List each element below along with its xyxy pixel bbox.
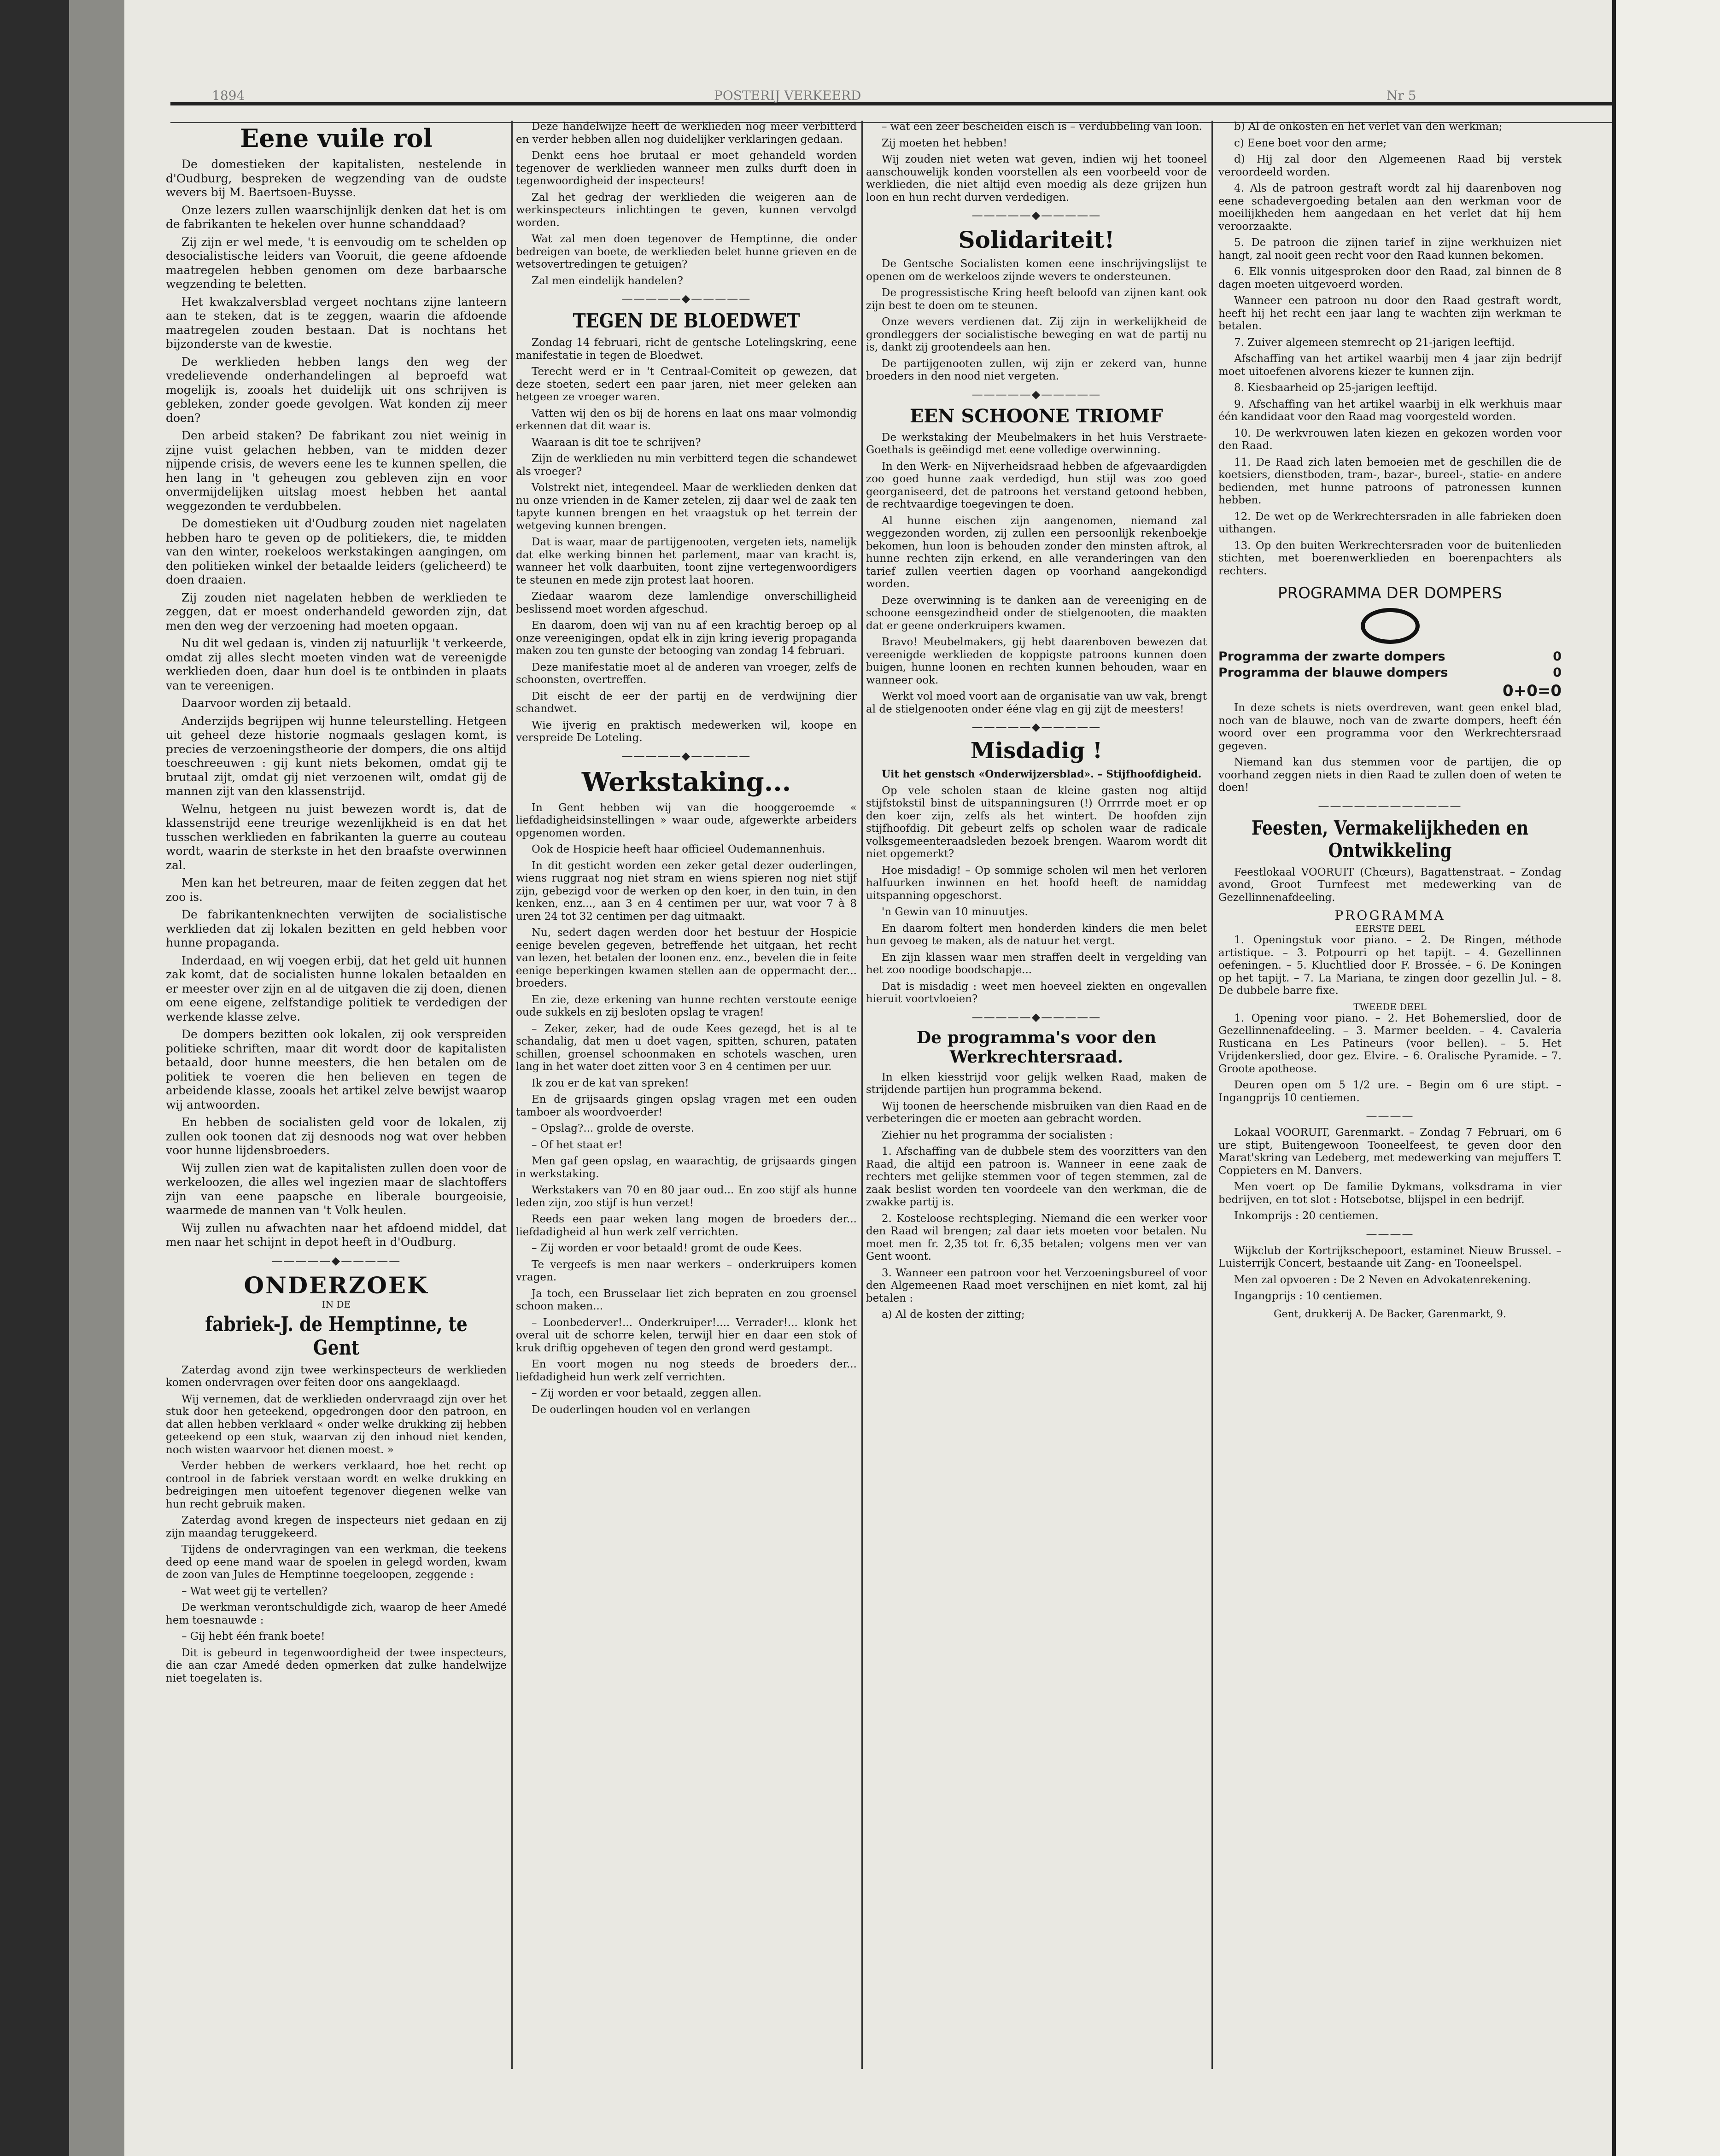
paragraph: Zal men eindelijk handelen? xyxy=(532,275,683,287)
paragraph: En voort mogen nu nog steeds de broeders der... liefdadigheid hun werk zelf verrichten. xyxy=(516,1358,857,1383)
paragraph: In dit gesticht worden een zeker getal dezer ouderlingen, wiens ruggraat nog niet stram en wiens spieren nog niet stijf zijn, gebezigd voor de werken op den koer, in den tuin, in den kenken, enz..., aan 3 en 4 centimen per uur, wat voor 7 à 8 uren 24 tot 32 centimen per dag uitmaakt. xyxy=(516,859,857,923)
inkomprijs-text: Inkomprijs : 20 centiemen. xyxy=(1234,1210,1379,1222)
paragraph: Het kwakzalversblad vergeet nochtans zijne lanteern aan te steken, dat is te zeggen, waarin die afdoende maatregelen zouden bestaan. Dat is nochtans het bijzonderste van de kwestie. xyxy=(166,295,507,351)
article-source: Uit het genstsch «Onderwijzersblad». – Stijfhoofdigheid. xyxy=(882,768,1202,780)
paragraph: Zaterdag avond kregen de inspecteurs niet gedaan en zij zijn maandag teruggekeerd. xyxy=(166,1514,507,1539)
paragraph: Deze overwinning is te danken aan de vereeniging en de schoone eensgezindheid onder de stielgenooten, die maakten dat er geene onderkruipers kwamen. xyxy=(866,594,1207,632)
paragraph: Anderzijds begrijpen wij hunne teleurstelling. Hetgeen uit geheel deze historie nogmaals geslagen komt, is precies de verzoeningstheorie der dompers, die ons altijd toeschreeuwen : gij kunt niets bekomen, omdat gij te brutaal zijt, omdat gij niet verzoenen wilt, omdat gij de mannen zijt van den klassenstrijd. xyxy=(166,714,507,798)
article-title: TEGEN DE BLOEDWET xyxy=(573,310,800,332)
paragraph: Zij moeten het hebben! xyxy=(882,137,1007,149)
paragraph: En daarom, doen wij van nu af een krachtig beroep op al onze vereenigingen, opdat elk in zijn kring ieverig propaganda maken zou ten gunste der betooging van zondag 14 februari. xyxy=(516,619,857,657)
article-title: Feesten, Vermakelijkheden en Ontwikkeling xyxy=(1251,816,1529,862)
paragraph: Ik zou er de kat van spreken! xyxy=(532,1077,689,1089)
paragraph: Wat zal men doen tegenover de Hemptinne, die onder bedreigen van boete, de werklieden belet hunne grieven en de wetsovertredingen te getuigen? xyxy=(516,233,857,270)
paragraph: In deze schets is niets overdreven, want geen enkel blad, noch van de blauwe, noch van de zwarte dompers, heeft één woord over een programma voor den Werkrechtersraad gegeven. xyxy=(1218,702,1562,752)
dompers-title: PROGRAMMA DER DOMPERS xyxy=(1277,584,1503,602)
paragraph: Daarvoor worden zij betaald. xyxy=(181,696,351,710)
paragraph: De Gentsche Socialisten komen eene inschrijvingslijst te openen om de werkeloos zijnde wevers te ondersteunen. xyxy=(866,258,1207,283)
article-body xyxy=(516,337,857,745)
paragraph: 8. Kiesbaarheid op 25-jarigen leeftijd. xyxy=(1234,382,1438,394)
divider: —————◆————— xyxy=(621,292,751,305)
paragraph: Onze wevers verdienen dat. Zij zijn in werkelijkheid de grondleggers der socialistische beweging en wat de partij nu is, dankt zij grootendeels aan hen. xyxy=(866,316,1207,353)
paragraph: Deze manifestatie moet al de anderen van vroeger, zelfs de schoonsten, overtreffen. xyxy=(516,661,857,686)
article-title: EEN SCHOONE TRIOMF xyxy=(910,405,1163,427)
paragraph: d) Hij zal door den Algemeenen Raad bij verstek veroordeeld worden. xyxy=(1218,153,1562,178)
paragraph: Denkt eens hoe brutaal er moet gehandeld worden tegenover de werklieden wanneer men zulks durft doen in tegenwoordigheid der inspecteurs! xyxy=(516,150,857,187)
paragraph: Wij zullen zien wat de kapitalisten zullen doen voor de werkeloozen, die alles wel ingezien maar de slachtoffers zijn van eene paapsche en liberale bourgeoisie, waarmede de mannen van 't Volk heulen. xyxy=(166,1161,507,1217)
paragraph: – Zij worden er voor betaald, zeggen allen. xyxy=(532,1387,762,1399)
dompers-value: 0 xyxy=(1553,649,1562,664)
column-1 xyxy=(166,121,507,2074)
article-body xyxy=(516,121,857,287)
paragraph: Wij vernemen, dat de werklieden ondervraagd zijn over het stuk door hen geteekend, opgedrongen door den patroon, en dat allen hebben verklaard « onder welke drukking zij hebben geteekend op een stuk, waarvan zij den inhoud niet kenden, noch wisten waarvoor het dienen moest. » xyxy=(166,1393,507,1456)
paragraph: – Of het staat er! xyxy=(532,1139,623,1151)
book-edge-dark xyxy=(0,0,69,2156)
article-title: Misdadig ! xyxy=(970,738,1103,764)
paragraph: a) Al de kosten der zitting; xyxy=(882,1309,1025,1320)
paragraph: 6. Elk vonnis uitgesproken door den Raad, zal binnen de 8 dagen moeten uitgevoerd worden. xyxy=(1218,266,1562,291)
paragraph: De ouderlingen houden vol en verlangen xyxy=(532,1403,751,1416)
paragraph: Ja toch, een Brusselaar liet zich bepraten en zou groensel schoon maken... xyxy=(516,1287,857,1312)
running-head-left: 1894 xyxy=(212,88,245,103)
paragraph: En de grijsaards gingen opslag vragen met een ouden tamboer als woordvoerder! xyxy=(516,1093,857,1118)
paragraph: Bravo! Meubelmakers, gij hebt daarenboven bewezen dat vereenigde werklieden de koppigste patroons kunnen doen buigen, hunne loonen en rechten kunnen behouden, waar en wanneer ook. xyxy=(866,636,1207,686)
paragraph: De domestieken der kapitalisten, nestelende in d'Oudburg, bespreken de wegzending van de oudste wevers bij M. Baertsoen-Buysse. xyxy=(166,158,507,199)
article-title: De programma's voor den Werkrechtersraad. xyxy=(916,1028,1157,1067)
paragraph: De fabrikantenknechten verwijten de socialistische werklieden dat zij lokalen bezitten en geld hebben voor hunne propaganda. xyxy=(166,908,507,949)
column-rule xyxy=(511,121,513,2069)
paragraph: Wanneer een patroon nu door den Raad gestraft wordt, heeft hij het recht een jaar lang te wachten zijn werkman te betalen. xyxy=(1218,295,1562,332)
men-zal-text: Men zal opvoeren : De 2 Neven en Advokatenrekening. xyxy=(1234,1274,1531,1286)
article-title: Werkstaking... xyxy=(581,766,791,797)
deuren-text: Deuren open om 5 1/2 ure. – Begin om 6 ure stipt. – Ingangprijs 10 centiemen. xyxy=(1218,1079,1562,1104)
dompers-row xyxy=(1218,649,1562,664)
paragraph: Zondag 14 februari, richt de gentsche Lotelingskring, eene manifestatie in tegen de Bloedwet. xyxy=(516,337,857,362)
paragraph: 'n Gewin van 10 minuutjes. xyxy=(882,906,1028,918)
paragraph: Niemand kan dus stemmen voor de partijen, die op voorhand zeggen niets in dien Raad te zullen doen of weten te doen! xyxy=(1218,756,1562,794)
paragraph: En zie, deze erkening van hunne rechten verstoute eenige oude sukkels en zij besloten opslag te vragen! xyxy=(516,993,857,1018)
feesten-intro: Feestlokaal VOORUIT (Chœurs), Bagattenstraat. – Zondag avond, Groot Turnfeest met medewerking van de Gezellinnenafdeeling. xyxy=(1218,866,1562,904)
paragraph: 4. Als de patroon gestraft wordt zal hij daarenboven nog eene schadevergoeding betalen aan den werkman voor de moeilijkheden hem aangedaan en het verlet dat hij hem veroorzaakte. xyxy=(1218,182,1562,233)
running-head-center: POSTERIJ VERKEERD xyxy=(714,88,861,103)
paragraph: Men gaf geen opslag, en waarachtig, de grijsaards gingen in werkstaking. xyxy=(516,1155,857,1180)
ingangprijs-text: Ingangprijs : 10 centiemen. xyxy=(1234,1290,1382,1302)
paragraph: De werkman verontschuldigde zich, waarop de heer Amedé hem toesnauwde : xyxy=(166,1601,507,1626)
article-body xyxy=(1218,702,1562,795)
paragraph: Op vele scholen staan de kleine gasten nog altijd stijfstokstil binst de uitspanningsuren (!) Orrrrde moet er op den koer zijn, zelfs als het wintert. De hoofden zijn stijfhoofdig. Dit gebeurt zelfs op scholen waar de radicale volksgemeenteraadsleden bezoek brengen. Waarom wordt dit niet opgemerkt? xyxy=(866,784,1207,860)
paragraph: – Zij worden er voor betaald! gromt de oude Kees. xyxy=(532,1242,802,1254)
column-3 xyxy=(866,121,1207,2074)
dompers-table xyxy=(1218,649,1562,680)
paragraph: Werkstakers van 70 en 80 jaar oud... En zoo stijf als hunne leden zijn, zoo stijf is hun verzet! xyxy=(516,1184,857,1209)
paragraph: Nu, sedert dagen werden door het bestuur der Hospicie eenige bevelen gegeven, betreffende het uitgaan, het recht van lezen, het betalen der loonen enz. enz., bevelen die in feite eenige beperkingen kwamen stellen aan de oppermacht der... broeders. xyxy=(516,927,857,989)
paragraph: De werklieden hebben langs den weg der vredelievende onderhandelingen al beproefd wat mogelijk is, zooals het duidelijk uit ons schrijven is gebleken, zonder goede gevolgen. Wat konden zij meer doen? xyxy=(166,355,507,425)
paragraph: En zijn klassen waar men straffen deelt in vergelding van het zoo noodige boodschapje... xyxy=(866,951,1207,976)
paragraph: – Zeker, zeker, had de oude Kees gezegd, het is al te schandalig, dat men u doet vagen, spitten, schuren, pataten schillen, groensel schoonmaken en schotels waschen, uren lang in het water doet zitten voor 3 en 4 centimen per uur. xyxy=(516,1022,857,1073)
article-body xyxy=(516,802,857,1417)
paragraph: Waaraan is dit toe te schrijven? xyxy=(532,436,701,449)
column-rule xyxy=(861,121,863,2069)
paragraph: Al hunne eischen zijn aangenomen, niemand zal weggezonden worden, zij zullen een persoonlijk rekenboekje bekomen, hun loon is behouden zonder den minsten aftrok, al hunne rechten zijn erkend, en alle veranderingen van den tarief zullen veertien dagen op voorhand aangekondigd worden. xyxy=(866,514,1207,590)
paragraph: Zijn de werklieden nu min verbitterd tegen die schandewet als vroeger? xyxy=(516,453,857,478)
paragraph: 9. Afschaffing van het artikel waarbij in elk werkhuis maar één kandidaat voor den Raad mag voorgesteld worden. xyxy=(1218,398,1562,423)
running-head xyxy=(170,88,1612,123)
divider: —————◆————— xyxy=(971,387,1101,401)
divider: ———— xyxy=(1366,1109,1414,1122)
paragraph: – Gij hebt één frank boete! xyxy=(181,1630,325,1642)
paragraph: – Loonbederver!... Onderkruiper!.... Verrader!... klonk het overal uit de schorre kelen, terwijl hier en daar een stok of kruk driftig opgeheven of tegen den grond werd gestampt. xyxy=(516,1316,857,1354)
paragraph: Nu dit wel gedaan is, vinden zij natuurlijk 't verkeerde, omdat zij alles slecht moeten vinden wat de vereenigde werklieden doen, daar hun doel is te ontbinden in plaats van te vereenigen. xyxy=(166,637,507,692)
article-body xyxy=(1218,121,1562,578)
paragraph: Welnu, hetgeen nu juist bewezen wordt is, dat de klassenstrijd eene treurige wezenlijkheid is en dat het tusschen werklieden en fabrikanten la guerre au couteau wordt, waarin de sterkste in het den braafste overwinnen zal. xyxy=(166,802,507,872)
divider: —————◆————— xyxy=(971,1010,1101,1023)
zero-ring-icon xyxy=(1361,608,1420,644)
paragraph: Zal het gedrag der werklieden die weigeren aan de werkinspecteurs inlichtingen te geven, kunnen vervolgd worden. xyxy=(516,191,857,229)
wijkclub-text: Wijkclub der Kortrijkschepoort, estaminet Nieuw Brussel. – Luisterrijk Concert, bestaande uit Zang- en Tooneelspel. xyxy=(1218,1245,1562,1269)
paragraph: – wat een zeer bescheiden eisch is – verdubbeling van loon. xyxy=(882,121,1202,133)
paragraph: En daarom foltert men honderden kinders die men belet hun gevoeg te maken, als de natuur het vergt. xyxy=(866,922,1207,947)
paragraph: – Wat weet gij te vertellen? xyxy=(181,1585,328,1597)
dompers-value: 0 xyxy=(1553,666,1562,680)
paragraph: Ziehier nu het programma der socialisten : xyxy=(882,1129,1113,1141)
adjacent-page-edge xyxy=(1616,0,1720,2156)
column-4 xyxy=(1218,121,1562,2074)
paragraph: 5. De patroon die zijnen tarief in zijne werkhuizen niet hangt, zal nooit geen recht voor den Raad kunnen bekomen. xyxy=(1218,237,1562,262)
paragraph: Tijdens de ondervragingen van een werkman, die teekens deed op eene mand waar de spoelen in gelegd worden, kwam de zoon van Jules de Hemptinne toegeloopen, zeggende : xyxy=(166,1543,507,1581)
article-body xyxy=(866,121,1207,204)
paragraph: Hoe misdadig! – Op sommige scholen wil men het verloren halfuurken inwinnen en het hoofd heeft de namiddag uitspanning opgeschorst. xyxy=(866,864,1207,902)
article-title: Eene vuile rol xyxy=(240,123,433,153)
article-subtitle: IN DE xyxy=(322,1298,351,1310)
article-title: ONDERZOEK xyxy=(244,1271,429,1299)
dompers-row xyxy=(1218,666,1562,680)
paragraph: Zij zijn er wel mede, 't is eenvoudig om te schelden op desocialistische leiders van Vooruit, die geene afdoende maatregelen hebben genomen om deze barbaarsche wegzending te beletten. xyxy=(166,235,507,291)
paragraph: Wij zullen nu afwachten naar het afdoend middel, dat men naar het schijnt in depot heeft in d'Oudburg. xyxy=(166,1221,507,1249)
paragraph: Onze lezers zullen waarschijnlijk denken dat het is om de fabrikanten te hekelen over hunne schanddaad? xyxy=(166,203,507,231)
paragraph: Den arbeid staken? De fabrikant zou niet weinig in zijne vuist gelachen hebben, van te midden dezer nijpende crisis, de wevers eene les te kunnen spellen, die hen lang in 't geheugen zou gebleven zijn en voor onvermijdelijken uitslag moest hebben het aantal weggezonden te verdubbelen. xyxy=(166,429,507,513)
paragraph: De domestieken uit d'Oudburg zouden niet nagelaten hebben haro te geven op de politiekers, die, te midden van den winter, roekeloos werkstakingen aangingen, om den politieken winkel der betaalde leiders (gelicheerd) te doen draaien. xyxy=(166,517,507,586)
paragraph: Wie ijverig en praktisch medewerken wil, koope en verspreide De Loteling. xyxy=(516,719,857,744)
paragraph: 3. Wanneer een patroon voor het Verzoeningsbureel of voor den Algemeenen Raad moet verschijnen en niet komt, zal hij betalen : xyxy=(866,1267,1207,1304)
printer-imprint: Gent, drukkerij A. De Backer, Garenmarkt, 9. xyxy=(1273,1308,1506,1320)
paragraph: c) Eene boet voor den arme; xyxy=(1234,137,1387,149)
paragraph: Ook de Hospicie heeft haar officieel Oudemannenhuis. xyxy=(532,843,825,855)
paragraph: In Gent hebben wij van die hooggeroemde « liefdadigheidsinstellingen » waar oude, afgewerkte arbeiders opgenomen worden. xyxy=(516,801,857,839)
column-2 xyxy=(516,121,857,2074)
paragraph: Vatten wij den os bij de horens en laat ons maar volmondig erkennen dat dit waar is. xyxy=(516,407,857,432)
paragraph: De partijgenooten zullen, wij zijn er zekerd van, hunne broeders in den nood niet vergeten. xyxy=(866,357,1207,382)
paragraph: Volstrekt niet, integendeel. Maar de werklieden denken dat nu onze vrienden in de Kamer zetelen, zij daar wel de zaak ten tapyte kunnen brengen en het vraagstuk op het terrein der wetgeving kunnen brengen. xyxy=(516,482,857,532)
paragraph: Reeds een paar weken lang mogen de broeders der... liefdadigheid al hun werk zelf verrichten. xyxy=(516,1213,857,1238)
lokaal-text: Lokaal VOORUIT, Garenmarkt. – Zondag 7 Februari, om 6 ure stipt, Buitengewoon Tooneelfeest, te geven door den Marat'skring van Ledeberg, met medewerking van mejuffers T. Coppieters en M. Danvers. xyxy=(1218,1127,1562,1177)
paragraph: 13. Op den buiten Werkrechtersraden voor de buitenlieden stichten, met boerenwerklieden en boerenpachters als rechters. xyxy=(1218,539,1562,577)
paragraph: 12. De wet op de Werkrechtersraden in alle fabrieken doen uithangen. xyxy=(1218,510,1562,535)
eerste-deel-heading: EERSTE DEEL xyxy=(1355,923,1425,934)
paragraph: En hebben de socialisten geld voor de lokalen, zij zullen ook toonen dat zij desnoods nog wat over hebben voor hunne lijdensbroeders. xyxy=(166,1116,507,1157)
divider: ———————————— xyxy=(1318,799,1462,812)
paragraph: De dompers bezitten ook lokalen, zij ook verspreiden politieke schriften, maar dit wordt door de kapitalisten betaald, door hunne meesters, die hen betalen om de politiek te voeren die hen believen en tegen de arbeidende klasse, zooals het artikel zelve bewijst waarop wij antwoorden. xyxy=(166,1028,507,1111)
paragraph: 1. Afschaffing van de dubbele stem des voorzitters van den Raad, die altijd een patroon is. Wanneer in eene zaak de rechters met gelijke stemmen voor of tegen stemmen, zal de zaak beslist worden ten voordeele van den werkman, die de zwakke partij is. xyxy=(866,1145,1207,1208)
article-body xyxy=(166,1364,507,1685)
programma-heading: PROGRAMMA xyxy=(1334,908,1445,923)
paragraph: 10. De werkvrouwen laten kiezen en gekozen worden voor den Raad. xyxy=(1218,427,1562,452)
paragraph: In elken kiesstrijd voor gelijk welken Raad, maken de strijdende partijen hun programma bekend. xyxy=(866,1071,1207,1096)
paragraph: Dat is misdadig : weet men hoeveel ziekten en ongevallen hieruit voortvloeien? xyxy=(866,980,1207,1005)
paragraph: Zaterdag avond zijn twee werkinspecteurs de werklieden komen ondervragen over feiten door ons aangeklaagd. xyxy=(166,1364,507,1389)
paragraph: Te vergeefs is men naar werkers – onderkruipers komen vragen. xyxy=(516,1258,857,1283)
article-body xyxy=(166,158,507,1250)
divider: ———— xyxy=(1366,1227,1414,1240)
divider: —————◆————— xyxy=(971,720,1101,733)
paragraph: Dit eischt de eer der partij en de verdwijning dier schandwet. xyxy=(516,690,857,715)
paragraph: b) Al de onkosten en het verlet van den werkman; xyxy=(1234,121,1503,133)
paragraph: Zij zouden niet nagelaten hebben de werklieden te zeggen, dat er moest onderhandeld geworden zijn, dat men den weg der verzoening had moeten opgaan. xyxy=(166,590,507,632)
paragraph: In den Werk- en Nijverheidsraad hebben de afgevaardigden zoo goed hunne zaak verdedigd, hun stijl was zoo goed georganiseerd, det de patroons het verstand getoond hebben, de rechtvaardige toegevingen te doen. xyxy=(866,460,1207,510)
paragraph: 7. Zuiver algemeen stemrecht op 21-jarigen leeftijd. xyxy=(1234,336,1515,349)
paragraph: Werkt vol moed voort aan de organisatie van uw vak, brengt al de stielgenooten onder ééne vlag en gij zijt de meesters! xyxy=(866,690,1207,715)
dompers-label: Programma der zwarte dompers xyxy=(1218,649,1445,664)
paragraph: De progressistische Kring heeft beloofd van zijnen kant ook zijn best te doen om te steunen. xyxy=(866,287,1207,312)
running-head-right: Nr 5 xyxy=(1387,88,1416,103)
article-body xyxy=(866,432,1207,716)
book-page-edges xyxy=(69,0,124,2156)
paragraph: Dit is gebeurd in tegenwoordigheid der twee inspecteurs, die aan czar Amedé deden opmerken dat zulke handelwijze niet toegelaten is. xyxy=(166,1647,507,1684)
article-body xyxy=(866,1071,1207,1321)
article-body xyxy=(866,258,1207,383)
paragraph: Men kan het betreuren, maar de feiten zeggen dat het zoo is. xyxy=(166,876,507,904)
paragraph: – Opslag?... grolde de overste. xyxy=(532,1122,695,1134)
divider: —————◆————— xyxy=(621,749,751,762)
article-body xyxy=(866,785,1207,1006)
paragraph: Wij zouden niet weten wat geven, indien wij het tooneel aanschouwelijk konden voorstellen als een voorbeeld voor de werklieden, die niet altijd even moedig als deze grijzen hun loon en hun recht durven verdedigen. xyxy=(866,153,1207,204)
paragraph: Inderdaad, en wij voegen erbij, dat het geld uit hunnen zak komt, dat de socialisten hunne lokalen betaalden en er meester over zijn en al de uitgaven die zij doen, dienen om eene eigene, zelfstandige politiek te verdedigen der werkende klasse zelve. xyxy=(166,953,507,1023)
paragraph: 2. Kosteloose rechtspleging. Niemand die een werker voor den Raad wil brengen; zal daar iets moeten voor betalen. Nu moet men fr. 2,35 tot fr. 6,35 betalen; volgens men ver van Gent woont. xyxy=(866,1212,1207,1262)
article-title: fabriek-J. de Hemptinne, te Gent xyxy=(205,1312,468,1360)
dompers-sum: 0+0=0 xyxy=(1503,682,1562,700)
column-rule xyxy=(1211,121,1213,2069)
paragraph: Deze handelwijze heeft de werklieden nog meer verbitterd en verder hebben allen nog duidelijker verklaringen gedaan. xyxy=(516,121,857,146)
paragraph: Wij toonen de heerschende misbruiken van dien Raad en de verbeteringen die er moeten aan gebracht worden. xyxy=(866,1100,1207,1125)
paragraph: Terecht werd er in 't Centraal-Comiteit op gewezen, dat deze stoeten, sedert een paar jaren, niet meer geleken aan hetgeen ze vroeger waren. xyxy=(516,366,857,403)
article-title: Solidariteit! xyxy=(958,226,1115,253)
paragraph: Ziedaar waarom deze lamlendige onverschilligheid beslissend moet worden afgeschud. xyxy=(516,590,857,615)
tweede-deel-heading: TWEEDE DEEL xyxy=(1353,1001,1427,1012)
dompers-label: Programma der blauwe dompers xyxy=(1218,666,1448,680)
eerste-deel-text: 1. Openingstuk voor piano. – 2. De Ringen, méthode artistique. – 3. Potpourri op het tapijt. – 4. Gezellinnen oefeningen. – 5. Kluchtlied door F. Brossée. – 6. De Koningen op het tapijt. – 7. La Mariana, te zingen door gezellin Jul. – 8. De dubbele barre fixe. xyxy=(1218,934,1562,997)
paragraph: Verder hebben de werkers verklaard, hoe het recht op controol in de fabriek verstaan wordt en welke drukking en bedreigingen men uitoefent tegenover diegenen welke van hun recht gebruik maken. xyxy=(166,1460,507,1510)
divider: —————◆————— xyxy=(971,209,1101,222)
divider: —————◆————— xyxy=(271,1254,401,1267)
men-voert-text: Men voert op De familie Dykmans, volksdrama in vier bedrijven, en tot slot : Hotsebotse, blijspel in een bedrijf. xyxy=(1218,1181,1562,1206)
tweede-deel-text: 1. Opening voor piano. – 2. Het Bohemerslied, door de Gezellinnenafdeeling. – 3. Marmer beelden. – 4. Cavaleria Rusticana en Les Patineurs (voor bellen). – 5. Het Vrijdenkerslied, door gez. Elvire. – 6. Oralische Pyramide. – 7. Groote apotheose. xyxy=(1218,1012,1562,1075)
paragraph: 11. De Raad zich laten bemoeien met de geschillen die de koetsiers, dienstboden, tram-, bazar-, bureel-, statie- en andere bedienden, met hunne patroons of patronessen kunnen hebben. xyxy=(1218,456,1562,506)
paragraph: Afschaffing van het artikel waarbij men 4 jaar zijn bedrijf moet uitoefenen alvorens kiezer te kunnen zijn. xyxy=(1218,353,1562,378)
paragraph: De werkstaking der Meubelmakers in het huis Verstraete-Goethals is geëindigd met eene volledige overwinning. xyxy=(866,431,1207,456)
paragraph: Dat is waar, maar de partijgenooten, vergeten iets, namelijk dat elke werking binnen het parlement, maar van kracht is, wanneer het volk daarbuiten, toont zijne vertegenwoordigers te steunen en mede zijn protest laat hooren. xyxy=(516,536,857,586)
